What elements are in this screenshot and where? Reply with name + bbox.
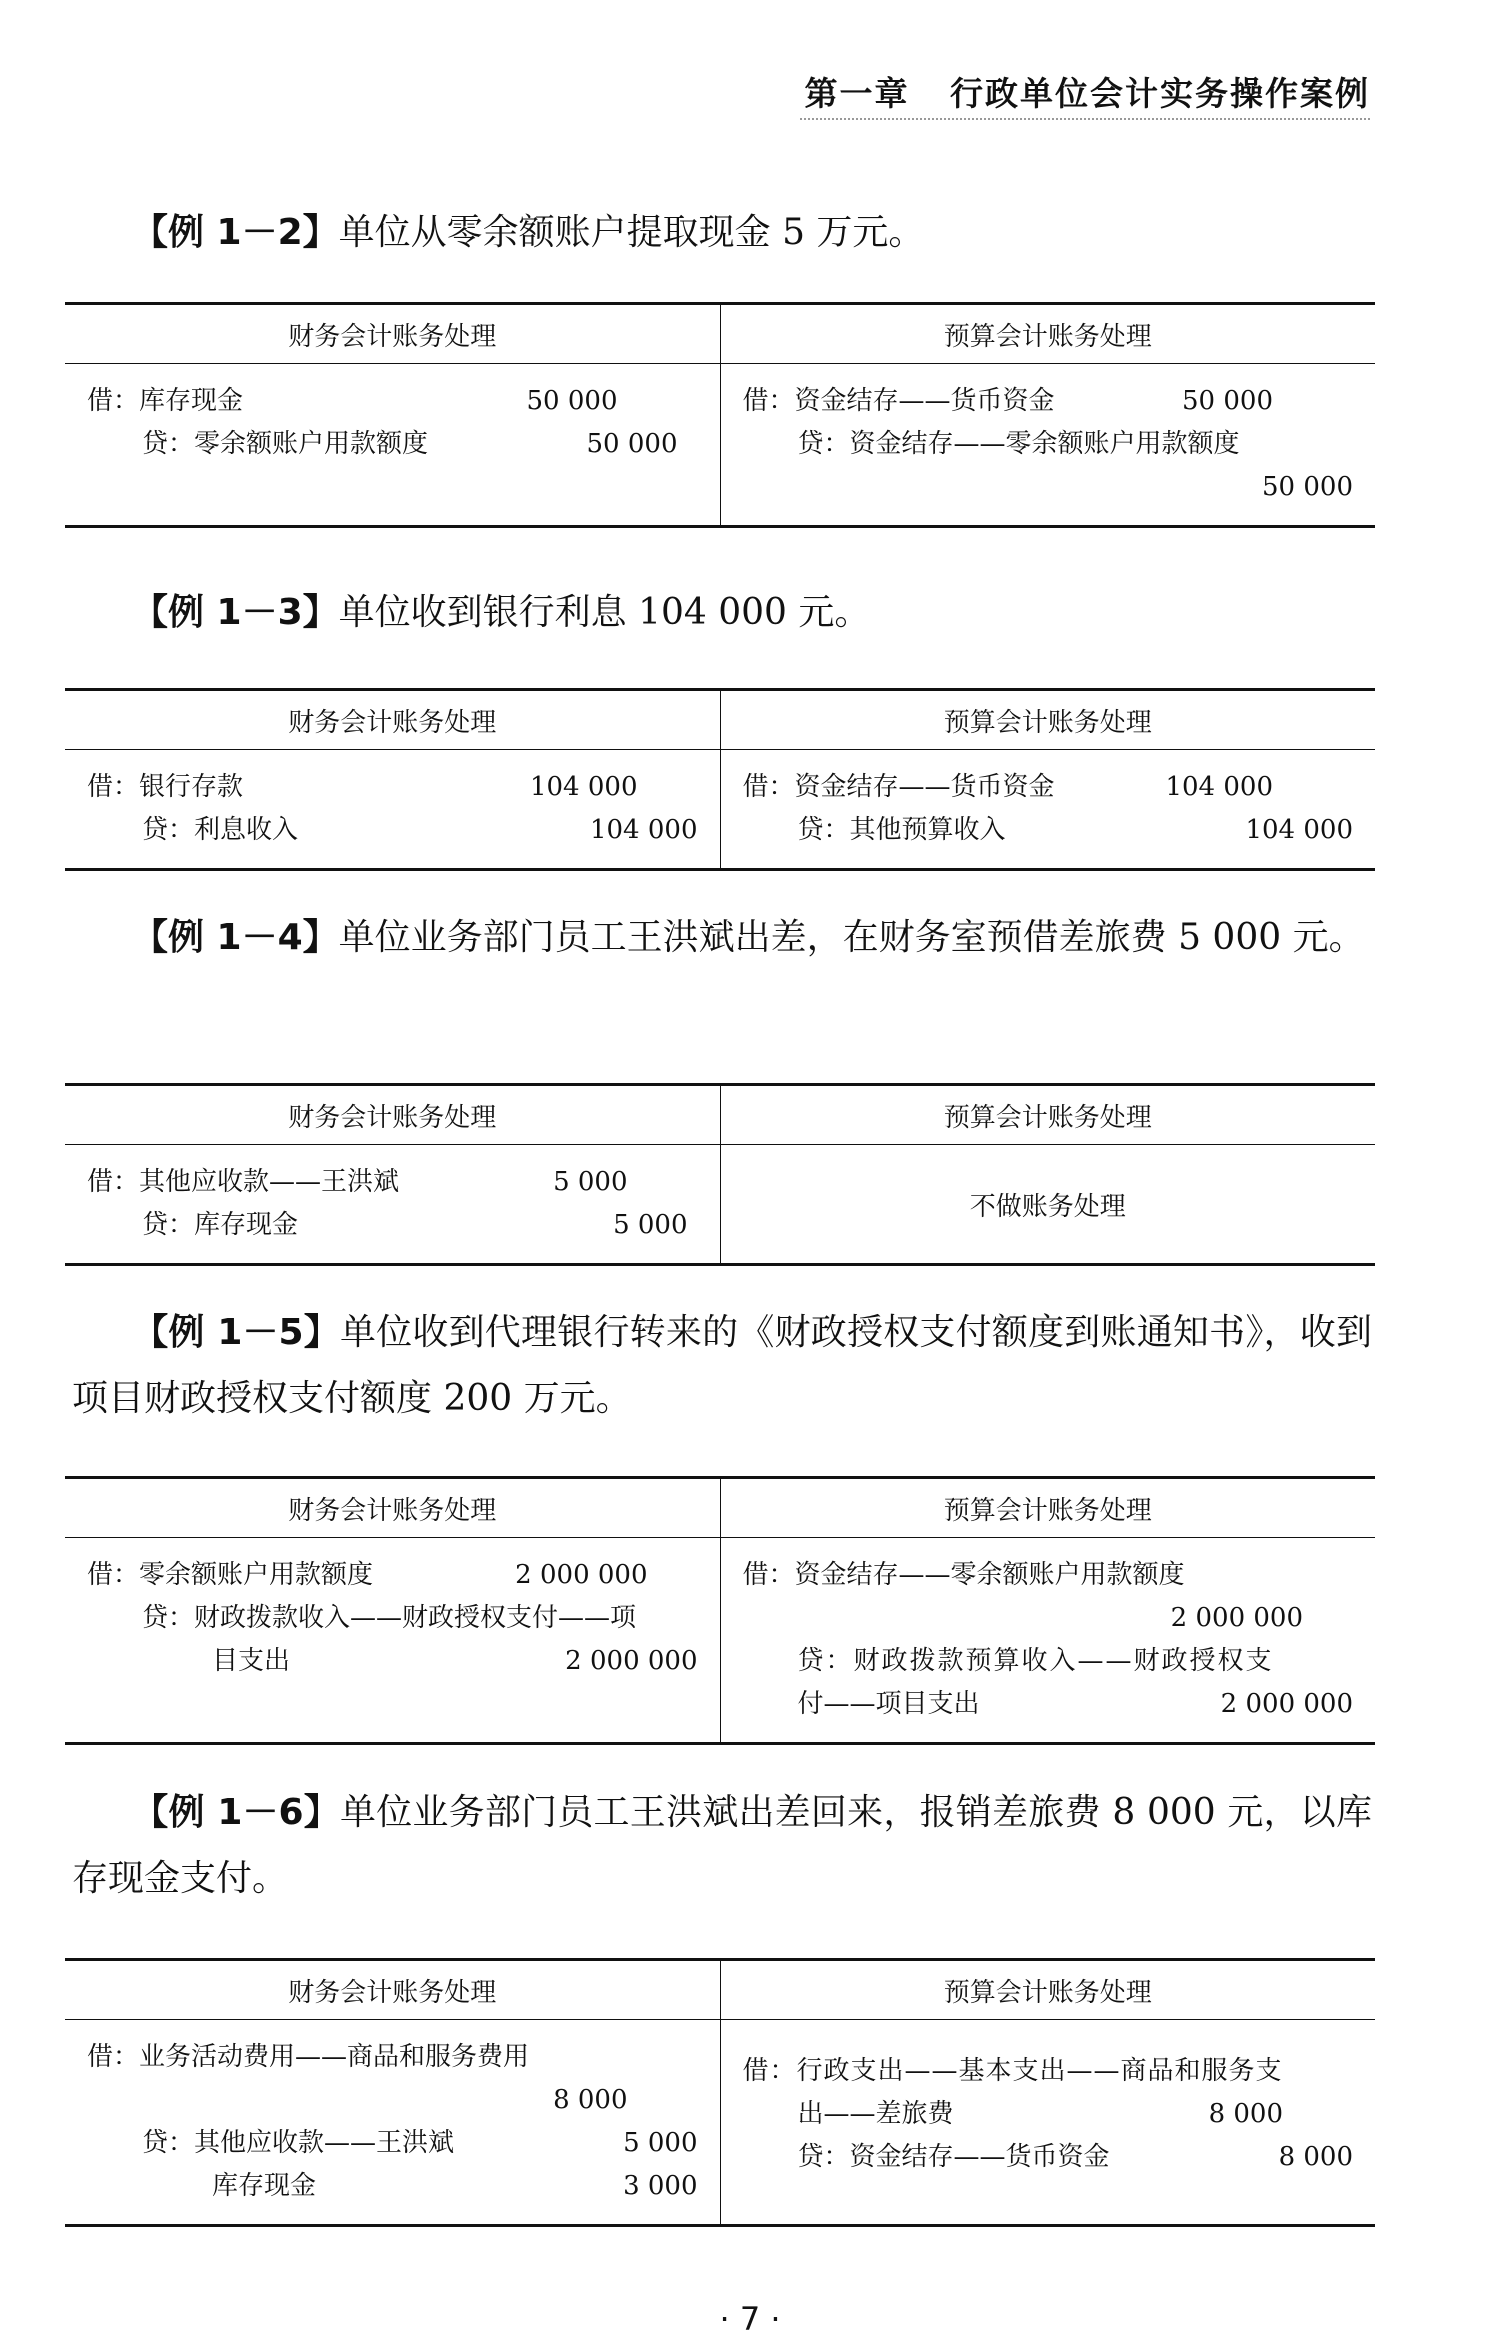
example-number: 【例 1－3】 xyxy=(132,592,339,633)
entry-line: 借：行政支出——基本支出——商品和服务支 xyxy=(742,2056,1283,2086)
entry-table-1-3 xyxy=(65,688,1375,871)
no-entry-note: 不做账务处理 xyxy=(969,1191,1126,1222)
entry-table-1-4 xyxy=(65,1083,1375,1266)
entry-line: 借：银行存款 104 000 xyxy=(87,772,638,802)
financial-cell xyxy=(65,1145,720,1265)
col-header-financial: 财务会计账务处理 xyxy=(65,1085,720,1145)
entry-amount: 2 000 000 xyxy=(1170,1603,1303,1633)
budget-cell xyxy=(720,1145,1375,1265)
entry-amount: 50 000 xyxy=(1262,472,1353,502)
entry-line: 贷：利息收入 104 000 xyxy=(142,815,698,845)
entry-table-1-5 xyxy=(65,1476,1375,1745)
entry-line: 库存现金 3 000 xyxy=(212,2171,698,2201)
col-header-financial: 财务会计账务处理 xyxy=(65,690,720,750)
col-header-budget: 预算会计账务处理 xyxy=(720,1478,1375,1538)
col-header-budget: 预算会计账务处理 xyxy=(720,1085,1375,1145)
entry-line: 借：零余额账户用款额度 2 000 000 xyxy=(87,1560,648,1590)
entry-line: 贷：其他应收款——王洪斌 5 000 xyxy=(142,2128,698,2158)
financial-cell xyxy=(65,2020,720,2226)
example-text: 单位收到代理银行转来的《财政授权支付额度到账通知书》，收到项目财政授权支付额度 200 万元。 xyxy=(72,1312,1372,1419)
entry-line: 贷：财政拨款预算收入——财政授权支 xyxy=(797,1646,1274,1676)
col-header-budget: 预算会计账务处理 xyxy=(720,1960,1375,2020)
entry-line: 出——差旅费 8 000 xyxy=(797,2099,1283,2129)
budget-cell xyxy=(720,2020,1375,2226)
header-title: 行政单位会计实务操作案例 xyxy=(950,74,1370,113)
example-number: 【例 1－5】 xyxy=(132,1312,340,1353)
entry-line: 目支出 2 000 000 xyxy=(212,1646,698,1676)
col-header-financial: 财务会计账务处理 xyxy=(65,304,720,364)
example-number: 【例 1－2】 xyxy=(132,212,339,253)
page-number: · 7 · xyxy=(719,2300,781,2338)
entry-line: 借：资金结存——货币资金 104 000 xyxy=(742,772,1273,802)
header-rule xyxy=(800,118,1370,120)
example-1-5-statement xyxy=(72,1300,1372,1432)
example-text: 单位业务部门员工王洪斌出差回来，报销差旅费 8 000 元，以库存现金支付。 xyxy=(72,1792,1372,1899)
entry-line: 借：库存现金 50 000 xyxy=(87,386,618,416)
entry-line: 付——项目支出 2 000 000 xyxy=(797,1689,1353,1719)
budget-cell xyxy=(720,1538,1375,1744)
budget-cell xyxy=(720,364,1375,527)
entry-line: 借：其他应收款——王洪斌 5 000 xyxy=(87,1167,628,1197)
entry-line: 贷：资金结存——货币资金 8 000 xyxy=(797,2142,1353,2172)
entry-amount: 8 000 xyxy=(553,2085,628,2115)
entry-line: 贷：其他预算收入 104 000 xyxy=(797,815,1353,845)
financial-cell xyxy=(65,1538,720,1744)
example-1-3-statement xyxy=(72,580,1372,646)
financial-cell xyxy=(65,364,720,527)
col-header-financial: 财务会计账务处理 xyxy=(65,1960,720,2020)
example-number: 【例 1－4】 xyxy=(132,917,339,958)
example-text: 单位从零余额账户提取现金 5 万元。 xyxy=(338,212,925,253)
entry-line: 借：业务活动费用——商品和服务费用 xyxy=(87,2042,530,2072)
entry-table-1-2 xyxy=(65,302,1375,528)
example-text: 单位收到银行利息 104 000 元。 xyxy=(338,592,871,633)
example-1-6-statement xyxy=(72,1780,1372,1912)
entry-line: 贷：财政拨款收入——财政授权支付——项 xyxy=(142,1603,637,1633)
example-1-2-statement xyxy=(72,200,1372,266)
entry-line: 贷：库存现金 5 000 xyxy=(142,1210,688,1240)
example-1-4-statement xyxy=(72,905,1372,971)
financial-cell xyxy=(65,750,720,870)
entry-table-1-6 xyxy=(65,1958,1375,2227)
entry-line: 借：资金结存——货币资金 50 000 xyxy=(742,386,1273,416)
entry-line: 贷：零余额账户用款额度 50 000 xyxy=(142,429,678,459)
example-number: 【例 1－6】 xyxy=(132,1792,340,1833)
col-header-financial: 财务会计账务处理 xyxy=(65,1478,720,1538)
running-header xyxy=(805,68,1370,115)
example-text: 单位业务部门员工王洪斌出差，在财务室预借差旅费 5 000 元。 xyxy=(338,917,1365,958)
entry-line: 贷：资金结存——零余额账户用款额度 xyxy=(797,429,1240,459)
col-header-budget: 预算会计账务处理 xyxy=(720,304,1375,364)
col-header-budget: 预算会计账务处理 xyxy=(720,690,1375,750)
budget-cell xyxy=(720,750,1375,870)
header-chapter: 第一章 xyxy=(804,74,910,113)
entry-line: 借：资金结存——零余额账户用款额度 xyxy=(742,1560,1185,1590)
